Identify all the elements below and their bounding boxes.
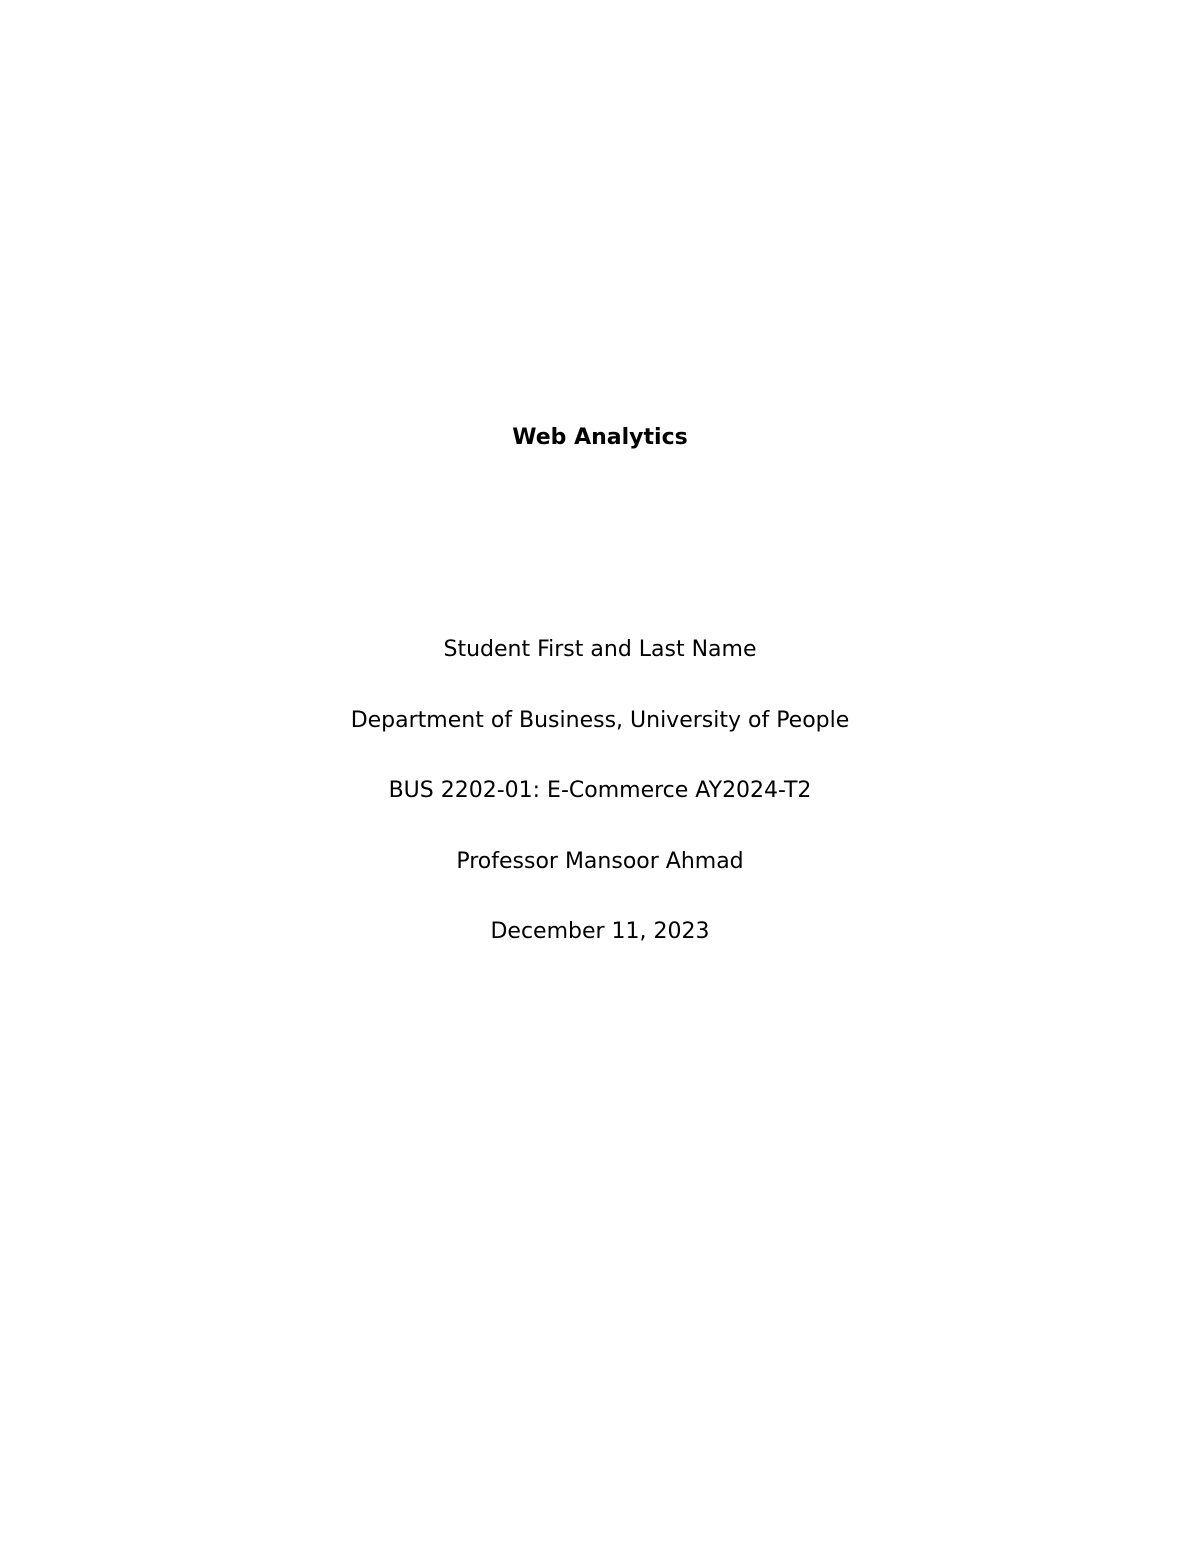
submission-date: December 11, 2023 — [490, 919, 710, 944]
document-title: Web Analytics — [512, 425, 688, 450]
department: Department of Business, University of People — [350, 708, 850, 733]
professor: Professor Mansoor Ahmad — [456, 849, 744, 874]
course: BUS 2202-01: E-Commerce AY2024-T2 — [388, 778, 812, 803]
student-name: Student First and Last Name — [443, 637, 757, 662]
